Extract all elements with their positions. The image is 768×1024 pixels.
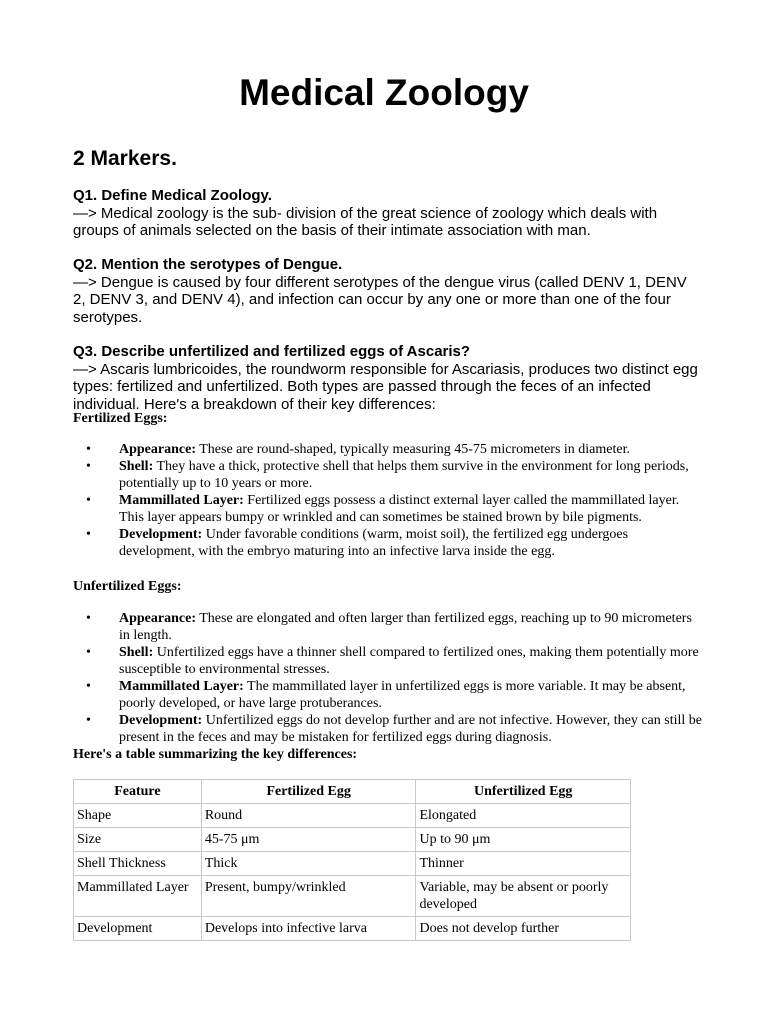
table-row — [74, 917, 631, 941]
table-cell: Shape — [74, 804, 202, 828]
table-intro: Here's a table summarizing the key differences: — [73, 747, 358, 762]
item-label: Development: — [119, 527, 203, 542]
table-cell: Up to 90 μm — [416, 828, 631, 852]
answer-1: —> Medical zoology is the sub- division of the great science of zoology which deals with groups of animals selected on the basis of their intimate association with man. — [73, 204, 658, 239]
table-cell: Shell Thickness — [74, 852, 202, 876]
list-item — [73, 441, 703, 458]
comparison-table — [73, 779, 631, 941]
table-cell: 45-75 μm — [201, 828, 416, 852]
bullet: • — [86, 611, 91, 626]
fertilized-eggs-heading: Fertilized Eggs: — [73, 411, 168, 426]
table-cell: Development — [74, 917, 202, 941]
table-cell: Elongated — [416, 804, 631, 828]
list-item — [73, 526, 703, 560]
item-label: Shell: — [119, 459, 154, 474]
question-2: Q2. Mention the serotypes of Dengue. — [73, 256, 343, 273]
item-text: Fertilized eggs possess a distinct external layer called the mammillated layer. This layer appears bumpy or wrinkled and can sometimes be stained brown by bile pigments. — [119, 493, 680, 525]
table-cell: Develops into infective larva — [201, 917, 416, 941]
question-block-3 — [73, 343, 703, 413]
item-label: Appearance: — [119, 611, 196, 626]
section-heading: 2 Markers. — [73, 147, 177, 170]
item-text: These are elongated and often larger than fertilized eggs, reaching up to 90 micrometers in length. — [119, 611, 692, 643]
list-item — [73, 458, 703, 492]
item-text: Unfertilized eggs have a thinner shell compared to fertilized ones, making them potentially more susceptible to environmental stresses. — [119, 645, 699, 677]
item-text: These are round-shaped, typically measuring 45-75 micrometers in diameter. — [196, 442, 630, 457]
list-item — [73, 644, 703, 678]
bullet: • — [86, 527, 91, 542]
bullet: • — [86, 713, 91, 728]
item-label: Mammillated Layer: — [119, 493, 244, 508]
column-header: Unfertilized Egg — [416, 780, 631, 804]
list-item — [73, 492, 703, 526]
list-item — [73, 610, 703, 644]
table-row — [74, 804, 631, 828]
column-header: Feature — [74, 780, 202, 804]
bullet: • — [86, 459, 91, 474]
unfertilized-eggs-list — [73, 610, 703, 746]
table-cell: Round — [201, 804, 416, 828]
table-cell: Variable, may be absent or poorly developed — [416, 876, 631, 917]
unfertilized-eggs-heading: Unfertilized Eggs: — [73, 579, 182, 594]
bullet: • — [86, 442, 91, 457]
fertilized-eggs-list — [73, 441, 703, 560]
bullet: • — [86, 679, 91, 694]
item-text: Unfertilized eggs do not develop further and are not infective. However, they can still be present in the feces and may be mistaken for fertilized eggs during diagnosis. — [119, 713, 702, 745]
table-cell: Does not develop further — [416, 917, 631, 941]
item-label: Appearance: — [119, 442, 196, 457]
item-text: Under favorable conditions (warm, moist soil), the fertilized egg undergoes development, with the embryo maturing into an infective larva inside the egg. — [119, 527, 629, 559]
item-label: Mammillated Layer: — [119, 679, 244, 694]
bullet: • — [86, 645, 91, 660]
table-row — [74, 876, 631, 917]
question-3: Q3. Describe unfertilized and fertilized eggs of Ascaris? — [73, 343, 471, 360]
list-item — [73, 678, 703, 712]
answer-3: —> Ascaris lumbricoides, the roundworm responsible for Ascariasis, produces two distinct egg types: fertilized and unfertilized. Both types are passed through the feces of an infected individual. Here's a breakdown of their key differences: — [73, 360, 698, 413]
item-label: Shell: — [119, 645, 154, 660]
column-header: Fertilized Egg — [201, 780, 416, 804]
table-cell: Thinner — [416, 852, 631, 876]
item-label: Development: — [119, 713, 203, 728]
table-cell: Size — [74, 828, 202, 852]
table-cell: Thick — [201, 852, 416, 876]
item-text: They have a thick, protective shell that helps them survive in the environment for long periods, potentially up to 10 years or more. — [119, 459, 689, 491]
item-text: The mammillated layer in unfertilized eggs is more variable. It may be absent, poorly developed, or have large protuberances. — [119, 679, 686, 711]
table-header-row — [74, 780, 631, 804]
question-block-2 — [73, 256, 703, 326]
answer-2: —> Dengue is caused by four different serotypes of the dengue virus (called DENV 1, DENV 2, DENV 3, and DENV 4), and infection can occur by any one or more than one of the four serotypes. — [73, 273, 687, 326]
list-item — [73, 712, 703, 746]
table-cell: Mammillated Layer — [74, 876, 202, 917]
question-block-1 — [73, 187, 703, 240]
document-title: Medical Zoology — [239, 72, 529, 113]
bullet: • — [86, 493, 91, 508]
question-1: Q1. Define Medical Zoology. — [73, 187, 272, 204]
table-cell: Present, bumpy/wrinkled — [201, 876, 416, 917]
table-row — [74, 828, 631, 852]
table-row — [74, 852, 631, 876]
